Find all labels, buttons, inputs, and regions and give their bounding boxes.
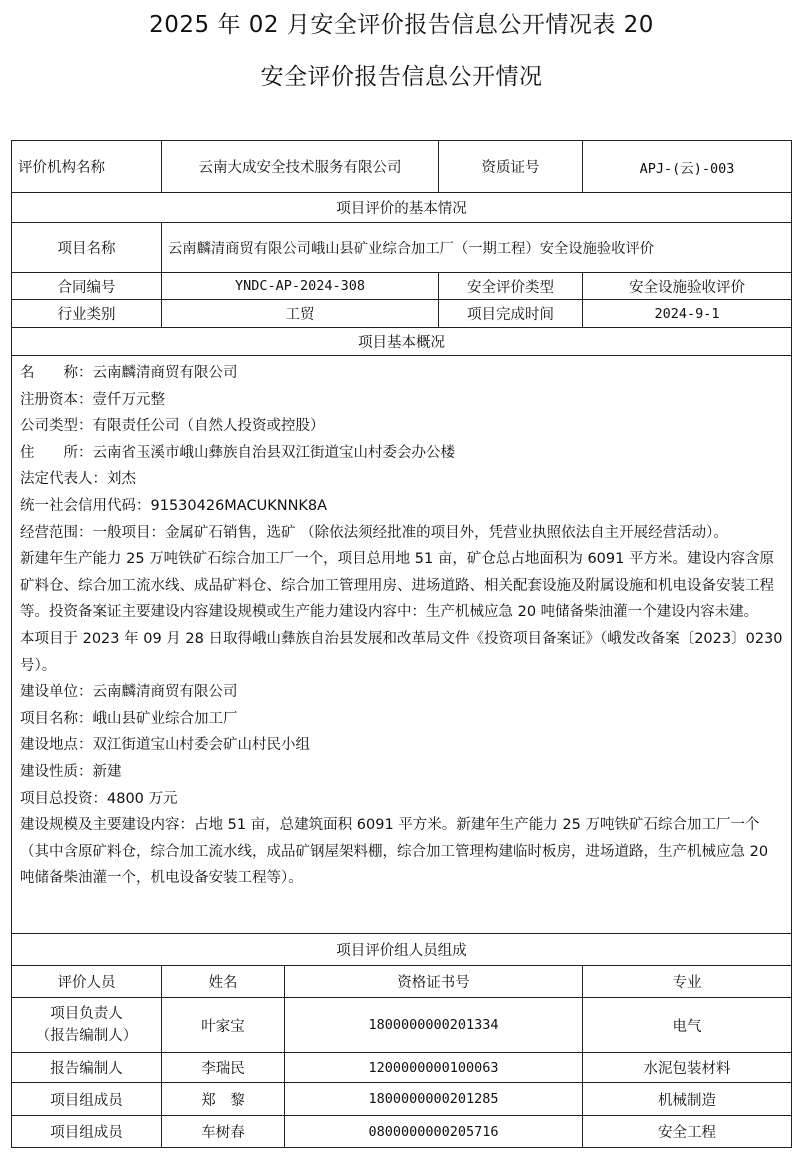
eval-type-label: 安全评价类型 [439, 273, 583, 300]
overview-line: 住 所：云南省玉溪市峨山彝族自治县双江街道宝山村委会办公楼 [20, 444, 455, 461]
overview-line: 项目总投资：4800 万元 [20, 790, 178, 807]
team-header-major: 专业 [583, 966, 792, 998]
overview-line: 统一社会信用代码：91530426MACUKNNK8A [20, 497, 328, 514]
team-role-line: 项目负责人 [50, 1006, 123, 1022]
team-role [12, 998, 162, 1053]
table-row [12, 1083, 792, 1116]
cert-value: APJ-(云)-003 [583, 141, 792, 193]
overview-line: 建设地点：双江街道宝山村委会矿山村民小组 [20, 737, 310, 754]
overview-section-header: 项目基本概况 [12, 328, 792, 356]
overview-line: 法定代表人：刘杰 [20, 471, 136, 488]
project-name-value: 云南麟清商贸有限公司峨山县矿业综合加工厂（一期工程）安全设施验收评价 [162, 223, 792, 273]
team-section-header: 项目评价组人员组成 [12, 934, 792, 966]
team-name: 车树春 [162, 1116, 285, 1148]
team-role: 报告编制人 [12, 1053, 162, 1083]
project-name-row [12, 223, 792, 273]
team-cert: 1200000000100063 [285, 1053, 583, 1083]
table-row [12, 998, 792, 1053]
overview-line: 注册资本：壹仟万元整 [20, 391, 165, 408]
overview-line: 名 称：云南麟清商贸有限公司 [20, 365, 238, 381]
org-row [12, 141, 792, 193]
team-cert: 1800000000201285 [285, 1083, 583, 1116]
eval-type-value: 安全设施验收评价 [583, 273, 792, 300]
team-cert: 0800000000205716 [285, 1116, 583, 1148]
team-role: 项目组成员 [12, 1116, 162, 1148]
org-value: 云南大成安全技术服务有限公司 [162, 141, 439, 193]
project-name-label: 项目名称 [12, 223, 162, 273]
team-header-role: 评价人员 [12, 966, 162, 998]
overview-line: 公司类型：有限责任公司（自然人投资或控股） [20, 418, 325, 435]
contract-row [12, 273, 792, 300]
industry-row [12, 300, 792, 328]
team-role-line: （报告编制人） [35, 1028, 138, 1044]
team-header-row [12, 966, 792, 998]
team-header-cert: 资格证书号 [285, 966, 583, 998]
page-title: 2025 年 02 月安全评价报告信息公开情况表 20 [149, 12, 654, 38]
team-major: 机械制造 [583, 1083, 792, 1116]
team-header-name: 姓名 [162, 966, 285, 998]
overview-line: 本项目于 2023 年 09 月 28 日取得峨山彝族自治县发展和改革局文件《投资项目备案证》（峨发改备案〔2023〕0230 号）。 [20, 630, 783, 674]
industry-value: 工贸 [162, 300, 439, 328]
cert-label: 资质证号 [439, 141, 583, 193]
team-major: 电气 [583, 998, 792, 1053]
table-row [12, 1053, 792, 1083]
overview-body [12, 356, 792, 934]
report-table [11, 140, 792, 1148]
team-name: 李瑞民 [162, 1053, 285, 1083]
contract-value: YNDC-AP-2024-308 [162, 273, 439, 300]
page-subtitle: 安全评价报告信息公开情况 [260, 64, 543, 90]
basic-section-header: 项目评价的基本情况 [12, 193, 792, 223]
team-major: 水泥包装材料 [583, 1053, 792, 1083]
table-row [12, 1116, 792, 1148]
industry-label: 行业类别 [12, 300, 162, 328]
overview-line: 项目名称：峨山县矿业综合加工厂 [20, 710, 238, 727]
overview-line: 新建年生产能力 25 万吨铁矿石综合加工厂一个，项目总用地 51 亩，矿仓总占地面积为 6091 平方米。建设内容含原矿料仓、综合加工流水线、成品矿料仓、综合加工管理用房、进场道路、相关配套设施及附属设施和机电设备安装工程等。投资备案证主要建设内容建设规模或生产能力建设内容中：生产机械应急 20 吨储备柴油灌一个建设内容未建。 [20, 551, 774, 621]
team-name: 叶家宝 [162, 998, 285, 1053]
overview-line: 经营范围：一般项目：金属矿石销售，选矿 （除依法须经批准的项目外，凭营业执照依法自主开展经营活动）。 [20, 524, 728, 541]
done-date-label: 项目完成时间 [439, 300, 583, 328]
overview-line: 建设单位：云南麟清商贸有限公司 [20, 684, 238, 701]
team-cert: 1800000000201334 [285, 998, 583, 1053]
overview-line: 建设性质：新建 [20, 763, 122, 780]
org-label: 评价机构名称 [12, 141, 162, 193]
contract-label: 合同编号 [12, 273, 162, 300]
team-major: 安全工程 [583, 1116, 792, 1148]
team-name: 郑 黎 [162, 1083, 285, 1116]
team-role: 项目组成员 [12, 1083, 162, 1116]
overview-line: 建设规模及主要建设内容：占地 51 亩，总建筑面积 6091 平方米。新建年生产能力 25 万吨铁矿石综合加工厂一个（其中含原矿料仓，综合加工流水线，成品矿钢屋架料棚，综合加工管理构建临时板房，进场道路，生产机械应急 20 吨储备柴油灌一个，机电设备安装工程等）。 [20, 817, 769, 887]
done-date-value: 2024-9-1 [583, 300, 792, 328]
